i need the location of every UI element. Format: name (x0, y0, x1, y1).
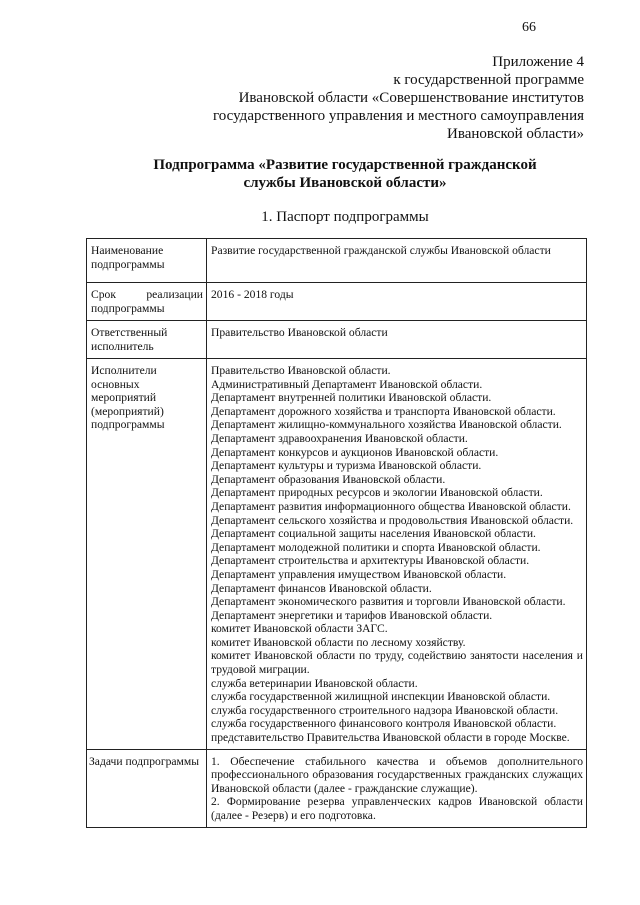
executor-item: Департамент конкурсов и аукционов Ивановской области. (211, 445, 499, 459)
executor-item: Департамент экономического развития и торговли Ивановской области. (211, 595, 566, 609)
table-row (87, 359, 587, 750)
executor-item: Департамент дорожного хозяйства и транспорта Ивановской области. (211, 404, 556, 418)
executor-item: представительство Правительства Ивановской области в городе Москве. (211, 731, 570, 745)
executor-item: служба государственного финансового контроля Ивановской области. (211, 717, 557, 731)
appendix-line: Приложение 4 (492, 54, 584, 70)
row-label: Задачи подпрограммы (87, 749, 207, 827)
executor-item: служба государственного строительного надзора Ивановской области. (211, 703, 559, 717)
executor-item: Департамент управления имуществом Ивановской области. (211, 567, 507, 581)
row-value: Развитие государственной гражданской службы Ивановской области (207, 239, 587, 283)
executor-item: Департамент развития информационного общества Ивановской области. (211, 499, 571, 513)
executor-item: комитет Ивановской области по лесному хозяйству. (211, 635, 466, 649)
executor-item: Департамент природных ресурсов и экологии Ивановской области. (211, 486, 543, 500)
table-row (87, 749, 587, 827)
executor-item: Правительство Ивановской области. (211, 364, 391, 377)
appendix-line: к государственной программе (393, 72, 584, 88)
executor-item: Департамент финансов Ивановской области. (211, 581, 432, 595)
executor-item: Департамент социальной защиты населения Ивановской области. (211, 527, 536, 541)
label-part: реализации (146, 288, 203, 301)
executor-item: служба государственной жилищной инспекции Ивановской области. (211, 690, 551, 704)
executor-item: Административный Департамент Ивановской области. (211, 377, 483, 391)
executor-item: Департамент здравоохранения Ивановской области. (211, 431, 468, 445)
row-value: 2016 - 2018 годы (207, 283, 587, 321)
executor-item: служба ветеринарии Ивановской области. (211, 676, 418, 690)
table-row (87, 321, 587, 359)
title-line: службы Ивановской области» (243, 175, 447, 191)
appendix-header (213, 53, 584, 143)
appendix-line: Ивановской области» (447, 126, 584, 142)
table-row (87, 283, 587, 321)
row-value: Правительство Ивановской области (207, 321, 587, 359)
executor-item: Департамент строительства и архитектуры Ивановской области. (211, 554, 530, 568)
document-title (60, 156, 630, 192)
executor-item: Департамент культуры и туризма Ивановской области. (211, 459, 482, 473)
appendix-line: Ивановской области «Совершенствование институтов (238, 90, 584, 106)
table-row (87, 239, 587, 283)
executor-item: Департамент энергетики и тарифов Ивановской области. (211, 608, 493, 622)
executor-item: Департамент молодежной политики и спорта Ивановской области. (211, 540, 541, 554)
row-label: Ответственный исполнитель (87, 321, 207, 359)
label-part: подпрограммы (91, 301, 165, 315)
row-label: Исполнители основных мероприятий (мероприятий) подпрограммы (87, 359, 207, 750)
executor-item: комитет Ивановской области ЗАГС. (211, 622, 388, 636)
passport-table (86, 238, 587, 828)
executor-item: комитет Ивановской области по труду, содействию занятости населения и трудовой миграции. (211, 649, 583, 677)
task-item: 1. Обеспечение стабильного качества и объемов дополнительного профессионального образования государственных гражданских служащих Ивановской области (далее - гражданские служащие). (211, 754, 583, 795)
row-value (207, 359, 587, 750)
executor-item: Департамент внутренней политики Ивановской области. (211, 391, 492, 405)
executor-item: Департамент сельского хозяйства и продовольствия Ивановской области. (211, 513, 574, 527)
task-item: 2. Формирование резерва управленческих кадров Ивановской области (далее - Резерв) и его подготовка. (211, 795, 583, 822)
row-label: Наименование подпрограммы (87, 239, 207, 283)
row-label (87, 283, 207, 321)
executor-item: Департамент жилищно-коммунального хозяйства Ивановской области. (211, 418, 562, 432)
row-value (207, 749, 587, 827)
page-number: 66 (522, 20, 536, 35)
executor-item: Департамент образования Ивановской области. (211, 472, 446, 486)
title-line: Подпрограмма «Развитие государственной гражданской (153, 157, 537, 173)
section-heading: 1. Паспорт подпрограммы (261, 209, 429, 225)
appendix-line: государственного управления и местного самоуправления (213, 108, 584, 124)
label-part: Срок (91, 288, 116, 301)
